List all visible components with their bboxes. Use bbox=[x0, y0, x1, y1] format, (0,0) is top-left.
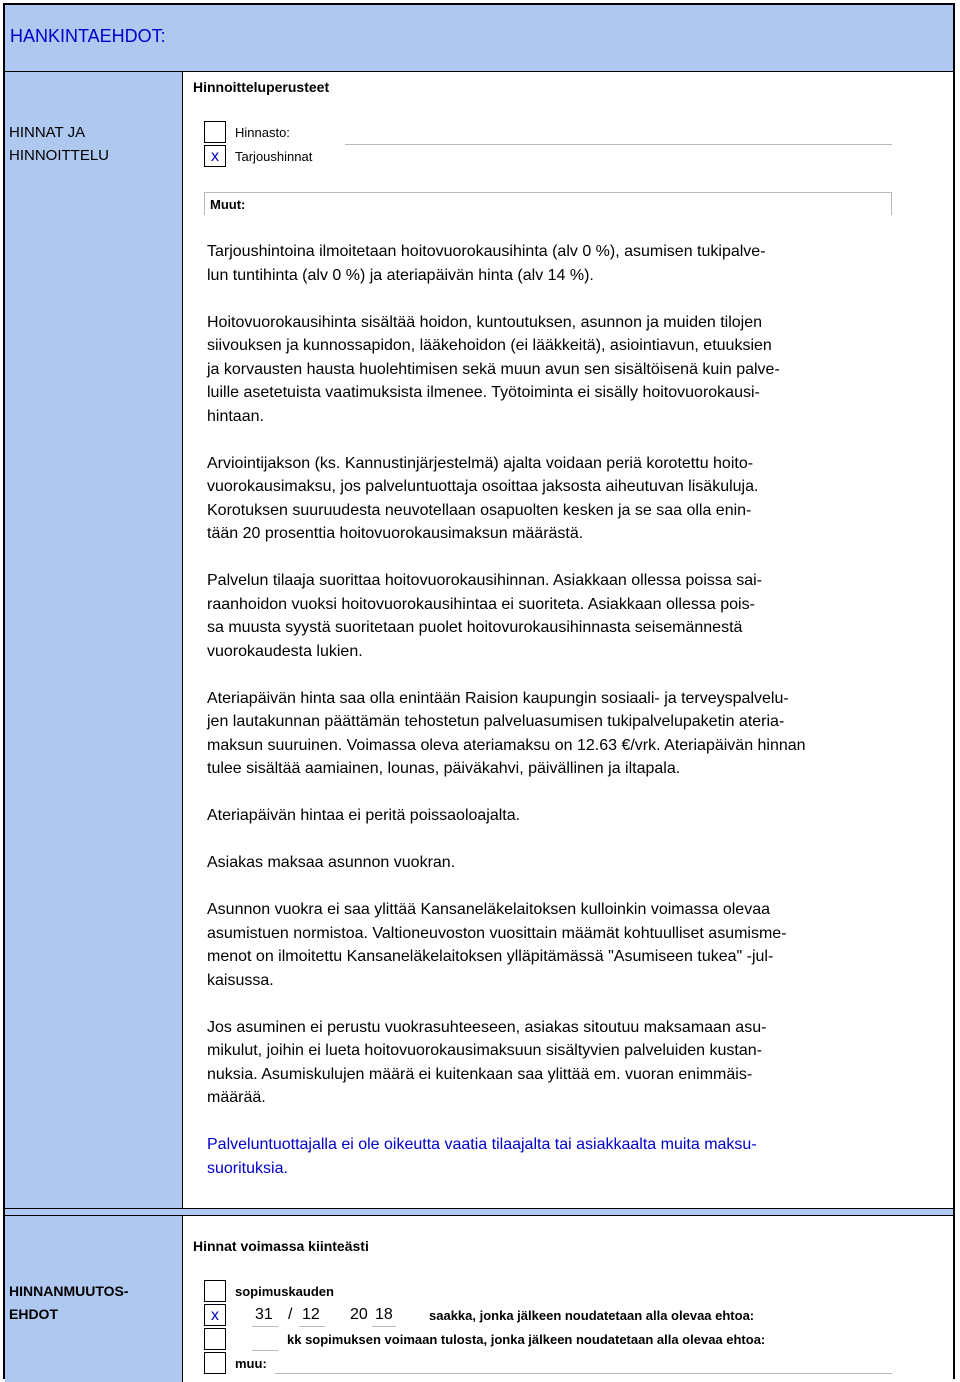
other-right-line bbox=[891, 192, 892, 215]
terms-paragraph-3: Arviointijakson (ks. Kannustinjärjestelmä) ajalta voidaan periä korotettu hoito- vuorokausimaksu, jos palveluntuottaja osoittaa jaksosta aiheutuvan lisäkuluja. Korotuksen suuruudesta neuvotellaan osapuolten kesken ja se saa olla enin- tään 20 prosenttia hoitovuorokausimaksun määrästä. bbox=[207, 454, 759, 542]
terms-paragraph-9: Jos asuminen ei perustu vuokrasuhteeseen, asiakas sitoutuu maksamaan asu- mikulut, joihin ei lueta hoitovuorokausimaksuun sisältyvien palveluiden kustan- nuksia. Asumiskulujen määrä ei kuitenkaan saa ylittää em. vuoran enimmäis- määrää. bbox=[207, 1018, 767, 1106]
end-month-field[interactable]: 12 bbox=[302, 1306, 320, 1323]
other-label: Muut: bbox=[210, 197, 246, 212]
end-year-underline bbox=[372, 1326, 396, 1327]
date-option-label: saakka, jonka jälkeen noudatetaan alla olevaa ehtoa: bbox=[429, 1308, 755, 1323]
sopimuskauden-checkbox[interactable] bbox=[204, 1280, 226, 1302]
price-change-side-label-line1: HINNANMUUTOS- bbox=[9, 1283, 129, 1299]
date-option-checkbox[interactable]: x bbox=[204, 1304, 226, 1326]
other-top-line bbox=[204, 192, 892, 193]
terms-paragraph-5: Ateriapäivän hinta saa olla enintään Raision kaupungin sosiaali- ja terveyspalvelu- jen lautakunnan päättämän tehostetun palveluasumisen tukipalvelupaketin ateria- maksun suuruinen. Voimassa oleva ateriamaksu on 12.63 €/vrk. Ateriapäivän hinnan tulee sisältää aamiainen, lounas, päiväkahvi, päivällinen ja iltapala. bbox=[207, 689, 806, 777]
pricing-side-column bbox=[5, 72, 183, 1208]
other-option-input-line[interactable] bbox=[275, 1373, 892, 1374]
date-separator: / bbox=[288, 1306, 293, 1323]
page-title: HANKINTAEHDOT: bbox=[10, 26, 166, 46]
price-change-side-label-line2: EHDOT bbox=[9, 1306, 58, 1322]
end-day-underline bbox=[252, 1326, 278, 1327]
months-option-label: kk sopimuksen voimaan tulosta, jonka jälkeen noudatetaan alla olevaa ehtoa: bbox=[287, 1332, 766, 1347]
months-option-checkbox[interactable] bbox=[204, 1328, 226, 1350]
price-change-side-label bbox=[9, 1280, 129, 1326]
terms-paragraph-8: Asunnon vuokra ei saa ylittää Kansaneläkelaitoksen kulloinkin voimassa olevaa asumistuen normistoa. Valtioneuvoston vuosittain määmät kohtuulliset asumisme- menot on ilmoitettu Kansaneläkelaitoksen ylläpitämässä "Asumiseen tukea" -jul- kaisussa. bbox=[207, 901, 787, 989]
other-option-label: muu: bbox=[235, 1356, 267, 1371]
terms-paragraph-2: Hoitovuorokausihinta sisältää hoidon, kuntoutuksen, asunnon ja muiden tilojen siivouksen ja kunnossapidon, lääkehoidon (ei lääkkeitä), asiointiavun, etuuksien ja korvausten hausta huolehtimisen sekä muun avun sen sisältöisenä kuin palve- luille asetetuista vaatimuksista ilmenee. Työtoiminta ei sisälly hoitovuorokausi- hintaan. bbox=[207, 313, 780, 425]
end-day-field[interactable]: 31 bbox=[255, 1306, 273, 1323]
hinnasto-label: Hinnasto: bbox=[235, 125, 290, 140]
tarjoushinnat-checkbox[interactable]: x bbox=[204, 145, 226, 167]
terms-paragraph-6: Ateriapäivän hintaa ei peritä poissaoloajalta. bbox=[207, 807, 521, 824]
terms-paragraph-7: Asiakas maksaa asunnon vuokran. bbox=[207, 854, 456, 871]
pricing-section-title: Hinnoitteluperusteet bbox=[193, 79, 330, 95]
terms-paragraph-1: Tarjoushintoina ilmoitetaan hoitovuorokausihinta (alv 0 %), asumisen tukipalve- lun tuntihinta (alv 0 %) ja ateriapäivän hinta (alv 14 %). bbox=[207, 243, 766, 284]
other-option-checkbox[interactable] bbox=[204, 1352, 226, 1374]
terms-highlight-paragraph: Palveluntuottajalla ei ole oikeutta vaatia tilaajalta tai asiakkaalta muita maksu- suorituksia. bbox=[207, 1136, 757, 1177]
pricing-terms-text bbox=[207, 240, 932, 1180]
hinnasto-checkbox[interactable] bbox=[204, 121, 226, 143]
price-change-section-title: Hinnat voimassa kiinteästi bbox=[193, 1238, 369, 1254]
section-separator bbox=[5, 1208, 953, 1216]
pricing-side-label bbox=[9, 121, 109, 167]
sopimuskauden-label: sopimuskauden bbox=[235, 1284, 334, 1299]
end-month-underline bbox=[299, 1326, 325, 1327]
end-year-field[interactable]: 18 bbox=[375, 1306, 393, 1323]
hinnasto-input-line[interactable] bbox=[345, 144, 892, 145]
months-underline[interactable] bbox=[252, 1350, 278, 1351]
tarjoushinnat-label: Tarjoushinnat bbox=[235, 149, 313, 164]
pricing-side-label-line1: HINNAT JA bbox=[9, 124, 86, 141]
other-left-line bbox=[204, 192, 205, 215]
terms-paragraph-4: Palvelun tilaaja suorittaa hoitovuorokausihinnan. Asiakkaan ollessa poissa sai- raanhoidon vuoksi hoitovuorokausihintaa ei suoriteta. Asiakkaan ollessa pois- sa muusta syystä suoritetaan puolet hoitovurokausihinnasta seisemännestä vuorokaudesta lukien. bbox=[207, 572, 762, 660]
pricing-side-label-line2: HINNOITTELU bbox=[9, 147, 110, 164]
end-year-prefix: 20 bbox=[350, 1306, 368, 1323]
